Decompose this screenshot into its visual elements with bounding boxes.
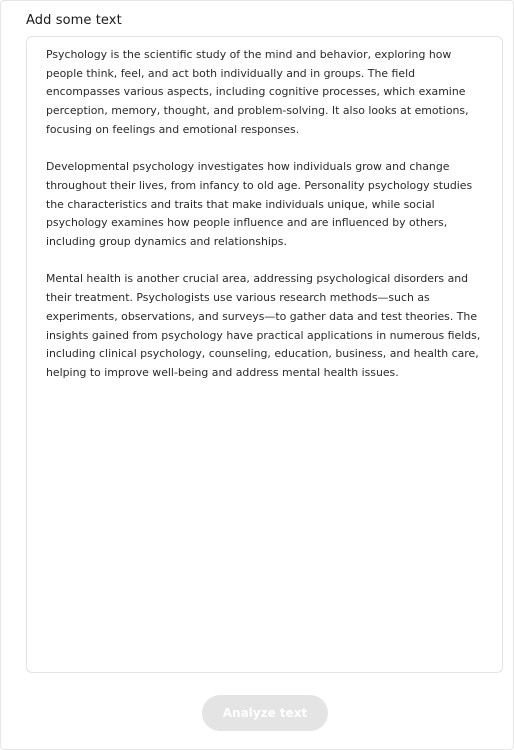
text-paragraph-1[interactable]: Psychology is the scientific study of the mind and behavior, exploring how people think, feel, and act both individually and in groups. The field encompasses various aspects, including cognitive processes, which examine perception, memory, thought, and problem-solving. It also looks at emotions, focusing on feelings and emotional responses. xyxy=(46,48,469,136)
text-input-area[interactable] xyxy=(26,36,503,673)
analyze-text-button[interactable]: Analyze text xyxy=(202,695,328,731)
text-paragraph-2[interactable]: Developmental psychology investigates how individuals grow and change throughout their lives, from infancy to old age. Personality psychology studies the characteristics and traits that make individuals unique, while social psychology examines how people influence and are influenced by others, including group dynamics and relationships. xyxy=(46,160,473,249)
text-input-label: Add some text xyxy=(26,13,122,28)
text-paragraph-3[interactable]: Mental health is another crucial area, addressing psychological disorders and their treatment. Psychologists use various research methods—such as experiments, observations, and surveys—to gather data and test theories. The insights gained from psychology have practical applications in numerous fields, including clinical psychology, counseling, education, business, and health care, helping to improve well-being and address mental health issues. xyxy=(46,272,481,379)
